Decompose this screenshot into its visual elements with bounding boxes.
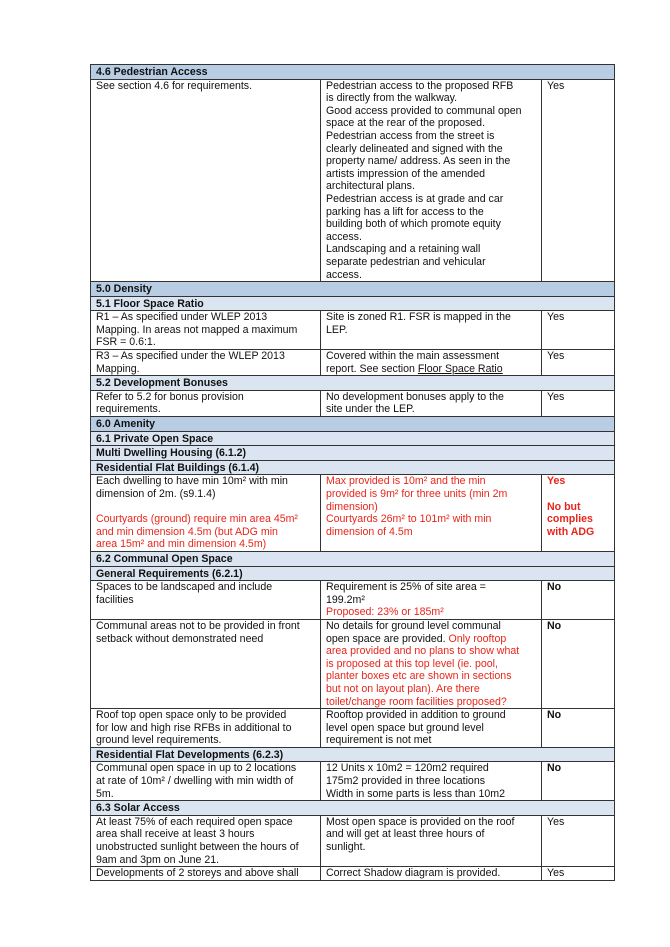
assessment-table — [90, 64, 615, 881]
comment-cell — [321, 619, 542, 708]
comment-line: 12 Units x 10m2 = 120m2 required — [326, 762, 489, 775]
compliance-cell: Yes — [542, 350, 615, 376]
comment-line: separate pedestrian and vehicular — [326, 255, 486, 268]
table-row — [91, 350, 615, 376]
requirement-line: Each dwelling to have min 10m² with min — [96, 475, 288, 488]
section-title-dev-bonuses: 5.2 Development Bonuses — [91, 376, 615, 391]
comment-line: Rooftop provided in addition to ground — [326, 709, 506, 722]
requirement-line: Communal open space in up to 2 locations — [96, 762, 297, 775]
requirement-line: At least 75% of each required open space — [96, 815, 293, 828]
section-title-amenity: 6.0 Amenity — [91, 417, 615, 432]
comment-line: Pedestrian access is at grade and car — [326, 192, 504, 205]
comment-text: open space are provided. — [326, 632, 449, 645]
section-title-communal-open-space: 6.2 Communal Open Space — [91, 551, 615, 566]
comment-cell — [321, 581, 542, 620]
requirement-line: Roof top open space only to be provided — [96, 709, 287, 722]
comment-cell — [321, 390, 542, 416]
subsection-header — [91, 376, 615, 391]
section-title-density: 5.0 Density — [91, 282, 615, 297]
comment-line — [326, 633, 536, 646]
comment-line: site under the LEP. — [326, 403, 415, 416]
comment-line: building both of which promote equity — [326, 218, 501, 231]
requirement-cell — [91, 350, 321, 376]
spacer — [96, 501, 315, 514]
table-row — [91, 762, 615, 801]
comment-line: No details for ground level communal — [326, 619, 501, 632]
table-row — [91, 867, 615, 881]
comment-cell — [321, 79, 542, 282]
section-title-solar-access: 6.3 Solar Access — [91, 801, 615, 816]
section-title-fsr: 5.1 Floor Space Ratio — [91, 296, 615, 311]
comment-line-red: toilet/change room facilities proposed? — [326, 695, 507, 708]
requirement-cell — [91, 581, 321, 620]
comment-line-red: Proposed: 23% or 185m² — [326, 606, 444, 619]
requirement-line: dimension of 2m. (s9.1.4) — [96, 488, 216, 500]
requirement-line: area shall receive at least 3 hours — [96, 828, 255, 841]
comment-line: and will get at least three hours of — [326, 828, 485, 841]
compliance-cell: Yes — [542, 311, 615, 350]
compliance-cell: Yes — [542, 815, 615, 866]
comment-line-red: Max provided is 10m² and the min — [326, 475, 486, 488]
comment-line: access. — [326, 230, 362, 243]
section-title-rfb: Residential Flat Buildings (6.1.4) — [91, 460, 615, 475]
requirement-cell — [91, 709, 321, 748]
comment-line-red: dimension) — [326, 500, 378, 513]
comment-text: report. See section — [326, 362, 418, 375]
requirement-line-red: and min dimension 4.5m (but ADG min — [96, 525, 278, 538]
section-title-private-open-space: 6.1 Private Open Space — [91, 431, 615, 446]
comment-line-red: but not on layout plan). Are there — [326, 682, 480, 695]
compliance-cell: No — [542, 619, 615, 708]
requirement-line: Spaces to be landscaped and include — [96, 581, 273, 594]
requirement-line: Mapping. — [96, 362, 140, 375]
table-row — [91, 390, 615, 416]
comment-line: Pedestrian access to the proposed RFB — [326, 79, 514, 92]
requirement-cell: See section 4.6 for requirements. — [91, 79, 321, 282]
table-row — [91, 815, 615, 866]
comment-line: No development bonuses apply to the — [326, 390, 504, 403]
requirement-line: R1 – As specified under WLEP 2013 — [96, 311, 268, 324]
subsection-header — [91, 747, 615, 762]
comment-line: requirement is not met — [326, 734, 432, 747]
requirement-cell — [91, 475, 321, 552]
comment-line: Requirement is 25% of site area = — [326, 581, 486, 594]
requirement-line-red: area 15m² and min dimension 4.5m) — [96, 538, 267, 551]
comment-line: Pedestrian access from the street is — [326, 129, 495, 142]
comment-line: Covered within the main assessment — [326, 350, 500, 363]
section-title-general-requirements: General Requirements (6.2.1) — [91, 566, 615, 581]
requirement-line: unobstructed sunlight between the hours of — [96, 841, 299, 854]
comment-line-red: dimension of 4.5m — [326, 525, 413, 538]
comment-line-red: area provided and no plans to show what — [326, 645, 520, 658]
requirement-line: 5m. — [96, 787, 114, 800]
requirement-cell — [91, 311, 321, 350]
subsection-header — [91, 551, 615, 566]
comment-cell — [321, 815, 542, 866]
comment-cell — [321, 762, 542, 801]
requirement-line: requirements. — [96, 403, 161, 416]
comment-line: architectural plans. — [326, 180, 415, 193]
comment-cell: Correct Shadow diagram is provided. — [321, 867, 542, 881]
requirement-cell — [91, 815, 321, 866]
comment-line: property name/ address. As seen in the — [326, 155, 511, 168]
table-row — [91, 79, 615, 282]
requirement-line: 9am and 3pm on June 21. — [96, 853, 220, 866]
requirement-line: facilities — [96, 593, 134, 606]
comment-line: artists impression of the amended — [326, 167, 485, 180]
comment-line: parking has a lift for access to the — [326, 205, 484, 218]
compliance-line: with ADG — [547, 525, 595, 538]
comment-line: 175m2 provided in three locations — [326, 775, 486, 788]
requirement-line: R3 – As specified under the WLEP 2013 — [96, 350, 285, 363]
comment-line: Landscaping and a retaining wall — [326, 243, 481, 256]
comment-cell — [321, 475, 542, 552]
section-header — [91, 65, 615, 80]
compliance-cell: Yes — [542, 390, 615, 416]
comment-line: level open space but ground level — [326, 721, 484, 734]
subsection-header — [91, 801, 615, 816]
subsection-header — [91, 296, 615, 311]
compliance-line: No but — [547, 500, 581, 513]
section-title-rfd: Residential Flat Developments (6.2.3) — [91, 747, 615, 762]
spacer — [547, 488, 609, 501]
requirement-cell — [91, 390, 321, 416]
compliance-yes: Yes — [547, 475, 566, 488]
comment-line: Good access provided to communal open — [326, 104, 522, 117]
compliance-cell: No — [542, 762, 615, 801]
comment-line: is directly from the walkway. — [326, 92, 458, 105]
comment-line-red: planter boxes etc are shown in sections — [326, 670, 512, 683]
requirement-cell — [91, 619, 321, 708]
subsection-header — [91, 460, 615, 475]
comment-line-red: is proposed at this top level (ie. pool, — [326, 657, 498, 670]
comment-line: Most open space is provided on the roof — [326, 815, 515, 828]
section-header — [91, 417, 615, 432]
comment-line: access. — [326, 268, 362, 281]
comment-line-red: provided is 9m² for three units (min 2m — [326, 488, 508, 500]
requirement-line: setback without demonstrated need — [96, 632, 264, 645]
comment-cell — [321, 350, 542, 376]
requirement-cell — [91, 762, 321, 801]
compliance-cell: No — [542, 581, 615, 620]
table-row — [91, 581, 615, 620]
requirement-line: Mapping. In areas not mapped a maximum — [96, 323, 298, 336]
subsection-header — [91, 446, 615, 461]
comment-line: clearly delineated and signed with the — [326, 142, 503, 155]
requirement-line: Refer to 5.2 for bonus provision — [96, 390, 244, 403]
comment-text-red: Only rooftop — [448, 632, 507, 645]
table-row — [91, 709, 615, 748]
fsr-link[interactable]: Floor Space Ratio — [417, 362, 503, 375]
comment-line: Site is zoned R1. FSR is mapped in the — [326, 311, 511, 324]
section-title-pedestrian-access: 4.6 Pedestrian Access — [91, 65, 615, 80]
compliance-cell: No — [542, 709, 615, 748]
comment-line: Width in some parts is less than 10m2 — [326, 787, 505, 800]
requirement-line: at rate of 10m² / dwelling with min width of — [96, 775, 294, 788]
compliance-cell: Yes — [542, 867, 615, 881]
subsection-header — [91, 431, 615, 446]
comment-line-red: Courtyards 26m² to 101m² with min — [326, 513, 492, 526]
requirement-cell: Developments of 2 storeys and above shall — [91, 867, 321, 881]
comment-line: 199.2m² — [326, 593, 365, 606]
comment-line: LEP. — [326, 323, 348, 336]
table-row — [91, 619, 615, 708]
comment-line: space at the rear of the proposed. — [326, 117, 486, 130]
subsection-header — [91, 566, 615, 581]
comment-cell — [321, 311, 542, 350]
comment-line — [326, 363, 536, 376]
requirement-line: ground level requirements. — [96, 734, 222, 747]
requirement-line: for low and high rise RFBs in additional to — [96, 721, 292, 734]
section-header — [91, 282, 615, 297]
table-row — [91, 311, 615, 350]
table-row — [91, 475, 615, 552]
requirement-line-red: Courtyards (ground) require min area 45m² — [96, 513, 298, 526]
section-title-multi-dwelling: Multi Dwelling Housing (6.1.2) — [91, 446, 615, 461]
requirement-line: Communal areas not to be provided in front — [96, 619, 300, 632]
comment-line: sunlight. — [326, 841, 366, 854]
comment-cell — [321, 709, 542, 748]
compliance-cell: Yes — [542, 79, 615, 282]
requirement-line: FSR = 0.6:1. — [96, 336, 156, 349]
compliance-line: complies — [547, 513, 593, 526]
compliance-cell — [542, 475, 615, 552]
